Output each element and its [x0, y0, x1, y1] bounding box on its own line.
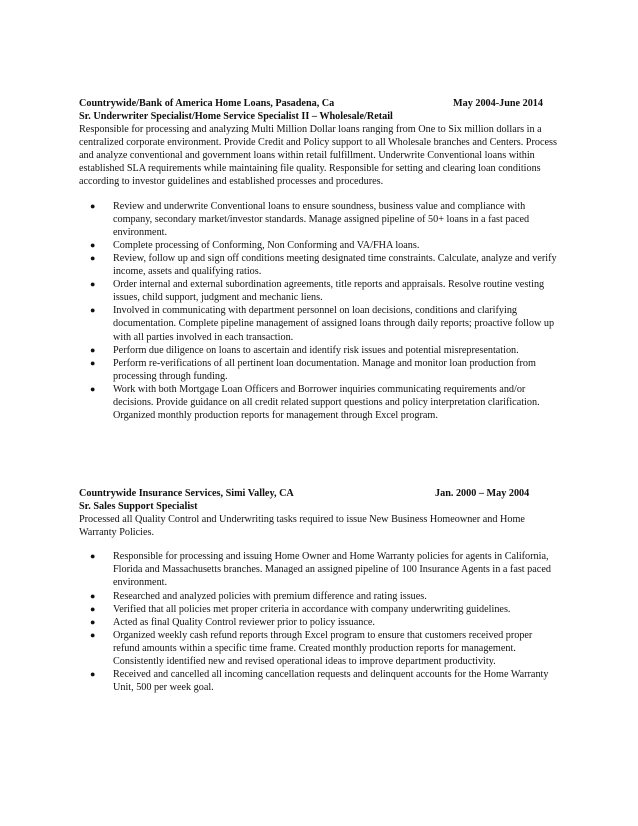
bullet-icon: ● — [90, 279, 96, 290]
list-item: ● Received and cancelled all incoming cancellation requests and delinquent accounts for the Home Warranty Unit, 500 per week goal. — [90, 669, 549, 694]
bullet-icon: ● — [90, 669, 96, 680]
bullet-icon: ● — [90, 616, 96, 627]
list-item: ● Perform due diligence on loans to ascertain and identify risk issues and potential misrepresentation. — [90, 344, 519, 356]
job-header — [79, 97, 559, 110]
bullet-icon: ● — [90, 200, 96, 211]
bullet-icon: ● — [90, 383, 96, 394]
list-item: ● Review, follow up and sign off conditions meeting designated time constraints. Calculate, analyze and verify income, assets and qualifying ratios. — [90, 252, 557, 278]
job-entry-countrywide-insurance — [79, 487, 559, 694]
job-title: Sr. Underwriter Specialist/Home Service Specialist II – Wholesale/Retail — [79, 111, 393, 122]
job-header — [79, 487, 559, 500]
job-responsibilities-list — [79, 550, 559, 694]
list-item: ● Verified that all policies met proper criteria in accordance with company underwriting guidelines. — [90, 603, 511, 615]
list-item: ● Order internal and external subordination agreements, title reports and appraisals. Resolve routine vesting issues, child support, judgment and mechanic liens. — [90, 279, 545, 304]
list-item: ● Acted as final Quality Control reviewer prior to policy issuance. — [90, 616, 375, 628]
job-responsibilities-list — [79, 200, 559, 423]
bullet-icon: ● — [90, 344, 96, 355]
bullet-icon: ● — [90, 357, 96, 368]
bullet-icon: ● — [90, 590, 96, 601]
job-title: Sr. Sales Support Specialist — [79, 501, 198, 512]
job-entry-bank-of-america — [79, 97, 559, 422]
bullet-icon: ● — [90, 603, 96, 614]
list-item: ● Involved in communicating with department personnel on loan decisions, conditions and clarifying documentation. Complete pipeline management of assigned loans through daily reports; proactive follow up with all parties involved in each transaction. — [90, 305, 555, 343]
bullet-icon: ● — [90, 551, 96, 562]
bullet-icon: ● — [90, 239, 96, 250]
job-company: Countrywide/Bank of America Home Loans, Pasadena, Ca — [79, 98, 335, 109]
list-item: ● Responsible for processing and issuing Home Owner and Home Warranty policies for agents in California, Florida and Massachusetts branches. Managed an assigned pipeline of 100 Insurance Agents in a fast paced environment. — [90, 551, 551, 589]
list-item: ● Review and underwrite Conventional loans to ensure soundness, business value and compliance with company, secondary market/investor standards. Manage assigned pipeline of 50+ loans in a fast paced environment. — [90, 200, 530, 238]
job-company: Countrywide Insurance Services, Simi Valley, CA — [79, 488, 294, 499]
bullet-icon: ● — [90, 305, 96, 316]
list-item: ● Work with both Mortgage Loan Officers and Borrower inquiries communicating requirements and/or decisions. Provide guidance on all credit related support questions and policy interpretation clarification. Organized monthly production reports for management through Excel program. — [90, 383, 540, 422]
list-item: ● Organized weekly cash refund reports through Excel program to ensure that customers received proper refund amounts within a specific time frame. Created monthly production reports for management. Consistently identified new and revised operational ideas to improve department productivity. — [90, 629, 533, 668]
list-item: ● Researched and analyzed policies with premium difference and rating issues. — [90, 590, 427, 602]
job-summary: Processed all Quality Control and Underwriting tasks required to issue New Business Homeowner and Home Warranty Policies. — [79, 514, 525, 539]
bullet-icon: ● — [90, 252, 96, 263]
bullet-icon: ● — [90, 629, 96, 640]
list-item: ● Perform re-verifications of all pertinent loan documentation. Manage and monitor loan production from processing through funding. — [90, 357, 536, 382]
job-dates: May 2004-June 2014 — [453, 98, 543, 109]
job-summary: Responsible for processing and analyzing Multi Million Dollar loans ranging from One to Six million dollars in a centralized corporate environment. Provide Credit and Policy support to all Wholesale branches and Centers. Process and analyze conventional and government loans within retail fulfillment. Underwrite Conventional loans within established SLA requirements while maintaining file quality. Responsible for setting and clearing loan conditions according to investor guidelines and established processes and procedures. — [79, 124, 557, 188]
list-item: ● Complete processing of Conforming, Non Conforming and VA/FHA loans. — [90, 239, 420, 251]
job-dates: Jan. 2000 – May 2004 — [435, 488, 530, 499]
